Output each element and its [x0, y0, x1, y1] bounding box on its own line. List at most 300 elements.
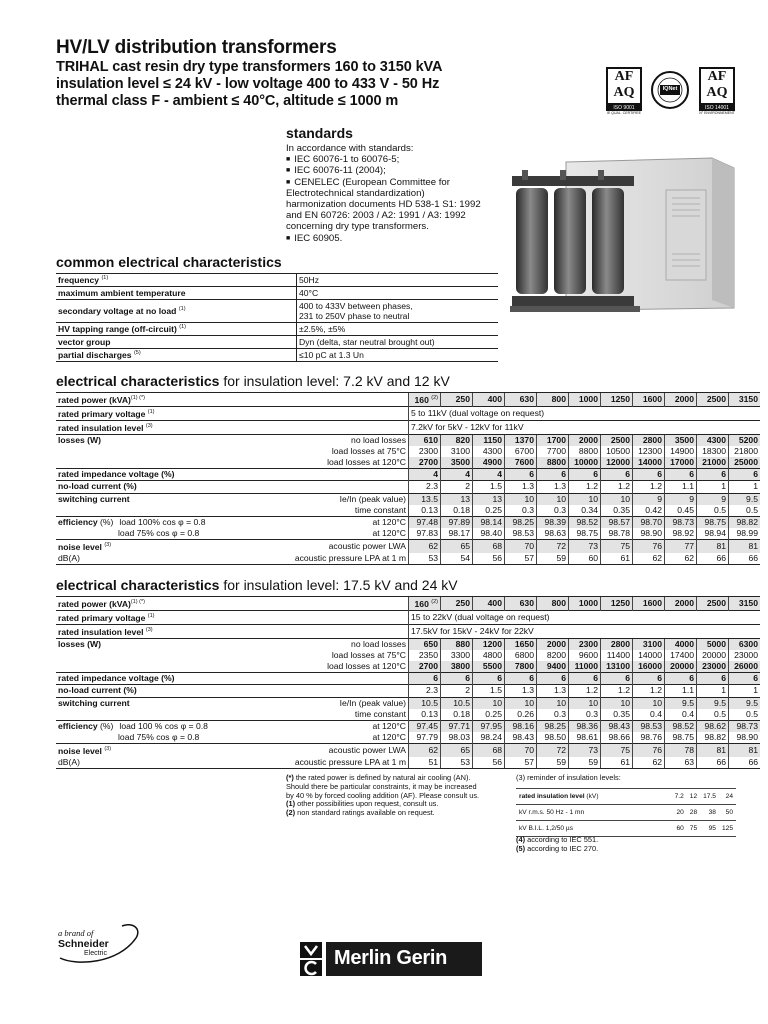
row-label: noise level $^{(3)}$ [56, 540, 195, 553]
power-cell: 250 [441, 597, 473, 611]
value-cell: 3800 [441, 661, 473, 673]
table-row [56, 709, 760, 721]
value-cell: 10 [601, 697, 633, 709]
row-label: load 75% cos φ = 0.8 at 120°C [118, 528, 406, 539]
value-cell: 10 [537, 697, 569, 709]
table-row [56, 673, 760, 685]
value-cell: 4900 [473, 457, 505, 469]
table-row [56, 732, 760, 744]
value-cell: 66 [729, 757, 761, 769]
value-cell: 13 [441, 493, 473, 505]
row-label [56, 457, 195, 469]
value-cell: 6 [409, 673, 441, 685]
value-cell: 0.18 [441, 505, 473, 517]
sub-label: acoustic pressure LPA at 1 m [195, 757, 408, 769]
value-cell: 68 [473, 744, 505, 757]
value-cell: 0.18 [441, 709, 473, 721]
value-cell: 62 [633, 757, 665, 769]
table-row [56, 757, 760, 769]
value-cell: 0.5 [729, 709, 761, 721]
sub-label: Ie/In (peak value) [195, 697, 408, 709]
table-row [56, 406, 760, 420]
value-cell: 3500 [441, 457, 473, 469]
value-cell: 9 [697, 493, 729, 505]
value-cell: 0.3 [505, 505, 537, 517]
value-cell: 59 [537, 757, 569, 769]
table-row [56, 528, 760, 540]
value-cell: 70 [505, 540, 537, 553]
power-cell: 2500 [697, 597, 729, 611]
table-row [56, 434, 760, 446]
value-cell: 1.5 [473, 685, 505, 697]
value-cell: 66 [729, 553, 761, 565]
subtitle-line: thermal class F - ambient ≤ 40°C, altitude ≤ 1000 m [56, 93, 399, 109]
value-cell: 1.3 [537, 685, 569, 697]
value-cell: 25000 [729, 457, 761, 469]
value-cell: 15 to 22kV (dual voltage on request) [409, 610, 761, 624]
value-cell: 6 [633, 673, 665, 685]
power-cell: 1250 [601, 393, 633, 407]
value-cell: 820 [441, 434, 473, 446]
value-cell: 10.5 [441, 697, 473, 709]
value-cell: 2 [441, 481, 473, 493]
table-row [56, 638, 760, 650]
power-cell: 2000 [665, 597, 697, 611]
value-cell: 81 [729, 540, 761, 553]
value-cell: 9 [665, 493, 697, 505]
value-cell: 1.2 [569, 685, 601, 697]
value-cell: 1200 [473, 638, 505, 650]
value-cell: 98.63 [537, 528, 569, 540]
value-cell: 6 [601, 673, 633, 685]
transformer-photo [506, 150, 738, 320]
power-cell: 250 [441, 393, 473, 407]
value-cell: 98.73 [729, 720, 761, 732]
power-cell: 400 [473, 393, 505, 407]
row-label [56, 650, 195, 661]
common-characteristics-table [56, 273, 498, 362]
value-cell: 70 [505, 744, 537, 757]
footnotes-left: (*) the rated power is defined by natural air cooling (AN). Should there be particular constraints, it may be increased by 40 % by forced cooling addition (AF). Please consult us. (1) other possibilities upon request, consult us. (2) non standard ratings available on request. [286, 773, 480, 818]
value-cell: 98.82 [697, 732, 729, 744]
page-subtitle [56, 59, 442, 110]
value-cell: 98.92 [665, 528, 697, 540]
power-cell: 2000 [665, 393, 697, 407]
row-label: rated impedance voltage (%) [56, 469, 409, 481]
value-cell: 0.25 [473, 505, 505, 517]
value-cell: 23000 [729, 650, 761, 661]
table-row [56, 420, 760, 434]
value-cell: 1.2 [601, 481, 633, 493]
value-cell: 97.48 [409, 516, 441, 528]
value-cell: 14000 [633, 650, 665, 661]
value-cell: 1.2 [633, 481, 665, 493]
value-cell: 6 [633, 469, 665, 481]
value-cell: 610 [409, 434, 441, 446]
value-cell: 6 [505, 673, 537, 685]
value-cell: 98.61 [569, 732, 601, 744]
iqnet-logo: IQNet [650, 70, 690, 110]
value-cell: 0.13 [409, 505, 441, 517]
value-cell: 0.45 [665, 505, 697, 517]
value-cell: 73 [569, 540, 601, 553]
value-cell: 10 [473, 697, 505, 709]
sub-label: load losses at 120°C [327, 457, 406, 468]
power-cell: 2500 [697, 393, 729, 407]
value-cell: 53 [409, 553, 441, 565]
value-cell: 5000 [697, 638, 729, 650]
value-cell: 0.25 [473, 709, 505, 721]
value-cell: 2.3 [409, 481, 441, 493]
afaq-iso9001-logo: AF AQ ISO 9001 IE QUAL. CERTIFIÉE [607, 69, 641, 115]
power-cell: 1600 [633, 597, 665, 611]
value-cell: 98.52 [665, 720, 697, 732]
value-cell: 9400 [537, 661, 569, 673]
value-cell: 97.95 [473, 720, 505, 732]
value-cell: 1.5 [473, 481, 505, 493]
value-cell: 78 [665, 744, 697, 757]
subtitle-line: TRIHAL cast resin dry type transformers 160 to 3150 kVA [56, 59, 443, 75]
merlin-gerin-logo: Merlin Gerin [300, 942, 482, 976]
row-label: no-load current (%) [56, 481, 409, 493]
table-row: rated insulation level (kV) 7.2 12 17.5 24 [516, 789, 736, 805]
row-label [56, 709, 195, 721]
value-cell: 98.99 [729, 528, 761, 540]
value-cell: 6 [729, 673, 761, 685]
value-cell: 1650 [505, 638, 537, 650]
value-cell: 6 [665, 673, 697, 685]
value-cell: 98.90 [633, 528, 665, 540]
value-cell: 8200 [537, 650, 569, 661]
value-cell: 4000 [665, 638, 697, 650]
value-cell: 6 [473, 673, 505, 685]
table-row [56, 744, 760, 757]
value-cell: 4300 [473, 446, 505, 457]
value-cell: 98.57 [601, 516, 633, 528]
electrical-table-7-12kv [56, 392, 760, 565]
value-cell: 98.66 [601, 732, 633, 744]
value-cell: 75 [601, 744, 633, 757]
row-label: rated primary voltage $^{(1)}$ [56, 406, 409, 420]
value-cell: 6 [697, 673, 729, 685]
value-cell: 98.82 [729, 516, 761, 528]
table-row [56, 610, 760, 624]
value-cell: 98.70 [633, 516, 665, 528]
value-cell: 6 [601, 469, 633, 481]
power-cell: 400 [473, 597, 505, 611]
value-cell: 1 [697, 685, 729, 697]
value-cell: 62 [665, 553, 697, 565]
value-cell: 0.4 [665, 709, 697, 721]
value-cell: 98.03 [441, 732, 473, 744]
table-row [56, 650, 760, 661]
table-row [56, 393, 760, 407]
table-row [56, 624, 760, 638]
value-cell: 98.75 [665, 732, 697, 744]
value-cell: 1 [729, 685, 761, 697]
value-cell: 10500 [601, 446, 633, 457]
value-cell: 97.45 [409, 720, 441, 732]
value-cell: 98.75 [569, 528, 601, 540]
value-cell: 1 [697, 481, 729, 493]
value-cell: 7.2kV for 5kV - 12kV for 11kV [409, 420, 761, 434]
value-cell: 7700 [537, 446, 569, 457]
value-cell: 2350 [409, 650, 441, 661]
table-row [56, 505, 760, 517]
value-cell: 97.83 [409, 528, 441, 540]
value-cell: 6 [537, 469, 569, 481]
merlin-gerin-emblem-icon [300, 942, 322, 976]
power-cell: 3150 [729, 393, 761, 407]
row-label: dB(A) [56, 757, 195, 769]
row-label: rated insulation level $^{(3)}$ [56, 624, 409, 638]
value-cell: 98.17 [441, 528, 473, 540]
row-label: efficiency (%) load 100% cos φ = 0.8 at 120°C [56, 516, 409, 528]
row-label: switching current [56, 493, 195, 505]
row-label: rated power (kVA)$^{(1) (*)}$ [56, 393, 409, 407]
power-cell: 1000 [569, 393, 601, 407]
value-cell: 59 [537, 553, 569, 565]
value-cell: 66 [697, 757, 729, 769]
value-cell: 0.3 [569, 709, 601, 721]
value-cell: 98.25 [537, 720, 569, 732]
sub-label: acoustic power LWA [195, 540, 408, 553]
value-cell: 5200 [729, 434, 761, 446]
value-cell: 2.3 [409, 685, 441, 697]
table-row [56, 469, 760, 481]
value-cell: 10 [633, 697, 665, 709]
value-cell: 54 [441, 553, 473, 565]
table-row [56, 446, 760, 457]
power-cell: 1250 [601, 597, 633, 611]
value-cell: 57 [505, 553, 537, 565]
value-cell: 76 [633, 540, 665, 553]
value-cell: 20000 [665, 661, 697, 673]
value-cell: 60 [569, 553, 601, 565]
value-cell: 880 [441, 638, 473, 650]
electrical-table-17-24kv [56, 596, 760, 769]
row-label: losses (W) [56, 434, 195, 446]
value-cell: 98.75 [697, 516, 729, 528]
sub-label: time constant [354, 708, 406, 719]
value-cell: 97.71 [441, 720, 473, 732]
value-cell: 62 [409, 744, 441, 757]
value-cell: 76 [633, 744, 665, 757]
value-cell: 6 [665, 469, 697, 481]
sub-label: load losses at 75°C [331, 649, 406, 660]
value-cell: 13.5 [409, 493, 441, 505]
value-cell: 21800 [729, 446, 761, 457]
value-cell: 0.35 [601, 505, 633, 517]
value-cell: 14900 [665, 446, 697, 457]
row-label: rated insulation level $^{(3)}$ [56, 420, 409, 434]
value-cell: 9 [633, 493, 665, 505]
value-cell: 3300 [441, 650, 473, 661]
value-cell: 0.5 [697, 505, 729, 517]
table-row [56, 481, 760, 493]
value-cell: 2000 [537, 638, 569, 650]
power-cell: 800 [537, 393, 569, 407]
value-cell: 8800 [537, 457, 569, 469]
value-cell: 17000 [665, 457, 697, 469]
value-cell: 4 [409, 469, 441, 481]
row-label: efficiency (%) load 100 % cos φ = 0.8 at 120°C [56, 720, 409, 732]
value-cell: 14000 [633, 457, 665, 469]
value-cell: 3500 [665, 434, 697, 446]
value-cell: 10 [537, 493, 569, 505]
value-cell: 66 [697, 553, 729, 565]
value-cell: 98.25 [505, 516, 537, 528]
value-cell: 56 [473, 757, 505, 769]
value-cell: 62 [633, 553, 665, 565]
footnotes-right-after: (4) according to IEC 551. (5) according to IEC 270. [516, 835, 599, 853]
value-cell: 1370 [505, 434, 537, 446]
value-cell: 17.5kV for 15kV - 24kV for 22kV [409, 624, 761, 638]
table-row [56, 661, 760, 673]
value-cell: 4300 [697, 434, 729, 446]
value-cell: 57 [505, 757, 537, 769]
row-label [56, 661, 195, 673]
value-cell: 12000 [601, 457, 633, 469]
value-cell: 63 [665, 757, 697, 769]
table-row [56, 553, 760, 565]
value-cell: 98.73 [665, 516, 697, 528]
table-row: partial discharges $^{(5)}$ ≤10 pC at 1.3 Un [56, 349, 498, 362]
value-cell: 81 [729, 744, 761, 757]
value-cell: 72 [537, 744, 569, 757]
schneider-brand-logo: a brand of Schneider Electric [56, 918, 146, 968]
table-row [56, 457, 760, 469]
value-cell: 4 [441, 469, 473, 481]
value-cell: 650 [409, 638, 441, 650]
value-cell: 2 [441, 685, 473, 697]
value-cell: 23000 [697, 661, 729, 673]
value-cell: 26000 [729, 661, 761, 673]
value-cell: 0.5 [729, 505, 761, 517]
value-cell: 6 [569, 673, 601, 685]
value-cell: 65 [441, 540, 473, 553]
value-cell: 0.4 [633, 709, 665, 721]
sub-label: load losses at 75°C [331, 445, 406, 456]
value-cell: 18300 [697, 446, 729, 457]
row-label: losses (W) [56, 638, 195, 650]
sub-label: time constant [354, 504, 406, 515]
table-row [56, 540, 760, 553]
value-cell: 10000 [569, 457, 601, 469]
row-label [56, 505, 195, 517]
value-cell: 4800 [473, 650, 505, 661]
value-cell: 6 [729, 469, 761, 481]
value-cell: 73 [569, 744, 601, 757]
value-cell: 2300 [569, 638, 601, 650]
value-cell: 65 [441, 744, 473, 757]
row-label: noise level $^{(3)}$ [56, 744, 195, 757]
value-cell: 98.90 [729, 732, 761, 744]
row-label: load 75% cos φ = 0.8 at 120°C [118, 732, 406, 743]
value-cell: 98.52 [569, 516, 601, 528]
value-cell: 1.3 [505, 685, 537, 697]
value-cell: 98.94 [697, 528, 729, 540]
sub-label: no load losses [195, 638, 408, 650]
row-label: rated impedance voltage (%) [56, 673, 409, 685]
value-cell: 9600 [569, 650, 601, 661]
table-row [56, 597, 760, 611]
value-cell: 10 [505, 493, 537, 505]
table-row [56, 493, 760, 505]
value-cell: 0.13 [409, 709, 441, 721]
value-cell: 9.5 [665, 697, 697, 709]
table-row [56, 697, 760, 709]
value-cell: 72 [537, 540, 569, 553]
value-cell: 10 [601, 493, 633, 505]
value-cell: 0.26 [505, 709, 537, 721]
value-cell: 6800 [505, 650, 537, 661]
row-label: rated power (kVA)$^{(1) (*)}$ [56, 597, 409, 611]
row-label: rated primary voltage $^{(1)}$ [56, 610, 409, 624]
value-cell: 98.43 [601, 720, 633, 732]
value-cell: 11000 [569, 661, 601, 673]
value-cell: 98.16 [505, 720, 537, 732]
sub-label: Ie/In (peak value) [195, 493, 408, 505]
value-cell: 2700 [409, 661, 441, 673]
value-cell: 2000 [569, 434, 601, 446]
value-cell: 1.2 [569, 481, 601, 493]
value-cell: 1.2 [601, 685, 633, 697]
value-cell: 20000 [697, 650, 729, 661]
table-row: kV r.m.s. 50 Hz - 1 mn 20 28 38 50 [516, 805, 736, 821]
power-cell: 160 $^{(2)}$ [409, 393, 441, 407]
value-cell: 6300 [729, 638, 761, 650]
table-row [56, 720, 760, 732]
power-cell: 1600 [633, 393, 665, 407]
value-cell: 75 [601, 540, 633, 553]
value-cell: 6 [697, 469, 729, 481]
table-row: HV tapping range (off-circuit) $^{(1)}$ ±2.5%, ±5% [56, 323, 498, 336]
value-cell: 1700 [537, 434, 569, 446]
table-row: frequency $^{(1)}$ 50Hz [56, 274, 498, 287]
value-cell: 98.24 [473, 732, 505, 744]
row-label: no-load current (%) [56, 685, 409, 697]
value-cell: 98.14 [473, 516, 505, 528]
value-cell: 21000 [697, 457, 729, 469]
power-cell: 630 [505, 393, 537, 407]
value-cell: 98.43 [505, 732, 537, 744]
value-cell: 9.5 [729, 697, 761, 709]
value-cell: 16000 [633, 661, 665, 673]
value-cell: 13100 [601, 661, 633, 673]
value-cell: 0.3 [537, 709, 569, 721]
page-title: HV/LV distribution transformers [56, 37, 337, 58]
standards-heading: standards [286, 125, 353, 141]
value-cell: 1.1 [665, 685, 697, 697]
value-cell: 98.39 [537, 516, 569, 528]
value-cell: 51 [409, 757, 441, 769]
value-cell: 77 [665, 540, 697, 553]
value-cell: 4 [473, 469, 505, 481]
value-cell: 59 [569, 757, 601, 769]
value-cell: 97.89 [441, 516, 473, 528]
value-cell: 98.36 [569, 720, 601, 732]
sub-label: acoustic power LWA [195, 744, 408, 757]
value-cell: 12300 [633, 446, 665, 457]
value-cell: 81 [697, 744, 729, 757]
value-cell: 1.3 [505, 481, 537, 493]
table-row: maximum ambient temperature 40°C [56, 287, 498, 300]
value-cell: 6700 [505, 446, 537, 457]
subtitle-line: insulation level ≤ 24 kV - low voltage 400 to 433 V - 50 Hz [56, 76, 440, 92]
value-cell: 2700 [409, 457, 441, 469]
value-cell: 68 [473, 540, 505, 553]
